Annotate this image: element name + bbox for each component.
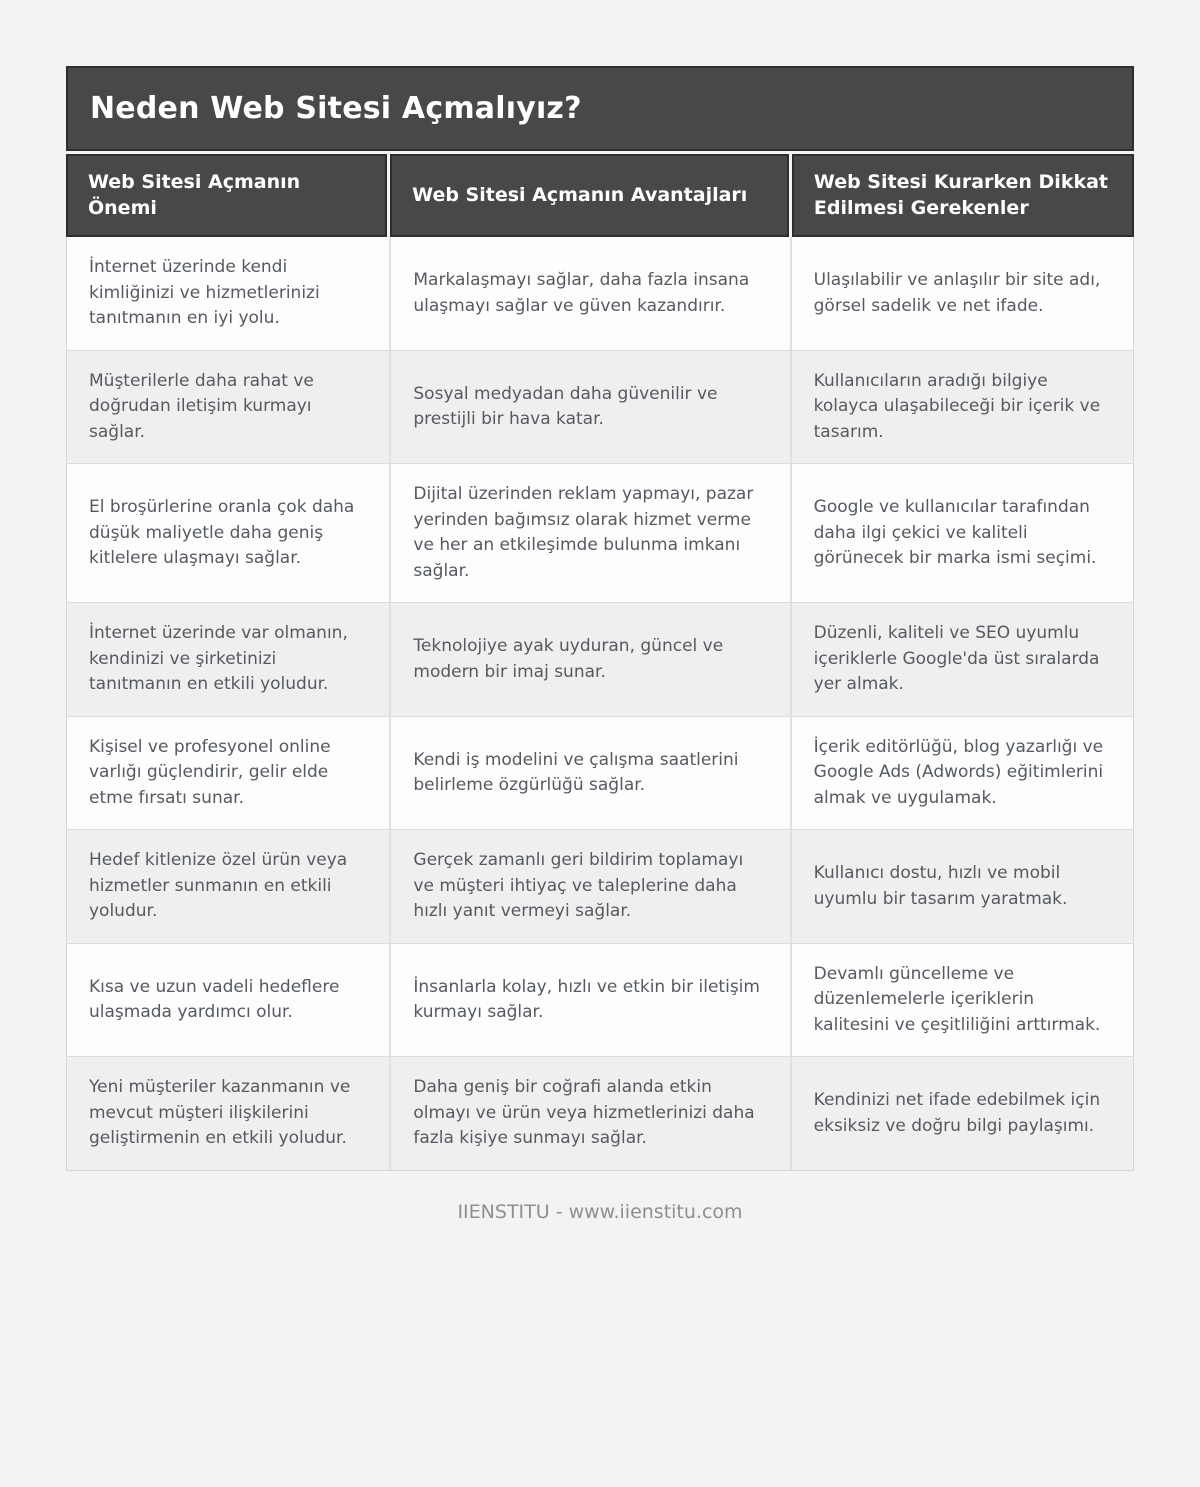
table-cell: Daha geniş bir coğrafi alanda etkin olmayı ve ürün veya hizmetlerinizi daha fazla kişiye sunmayı sağlar.	[389, 1057, 789, 1170]
table-header-row	[66, 154, 1134, 237]
infographic-table	[66, 66, 1134, 1223]
table-body	[66, 237, 1134, 1171]
table-cell: İnsanlarla kolay, hızlı ve etkin bir iletişim kurmayı sağlar.	[389, 944, 789, 1057]
table-cell: Yeni müşteriler kazanmanın ve mevcut müşteri ilişkilerini geliştirmenin en etkili yoludur.	[67, 1057, 389, 1170]
table-row	[67, 1056, 1133, 1170]
table-cell: İçerik editörlüğü, blog yazarlığı ve Google Ads (Adwords) eğitimlerini almak ve uygulamak.	[790, 717, 1133, 830]
table-cell: İnternet üzerinde var olmanın, kendinizi ve şirketinizi tanıtmanın en etkili yoludur.	[67, 603, 389, 716]
table-cell: Devamlı güncelleme ve düzenlemelerle içeriklerin kalitesini ve çeşitliliğini arttırmak.	[790, 944, 1133, 1057]
table-cell: Hedef kitlenize özel ürün veya hizmetler sunmanın en etkili yoludur.	[67, 830, 389, 943]
table-row	[67, 463, 1133, 602]
table-cell: Kısa ve uzun vadeli hedeflere ulaşmada yardımcı olur.	[67, 944, 389, 1057]
table-cell: Teknolojiye ayak uyduran, güncel ve modern bir imaj sunar.	[389, 603, 789, 716]
table-cell: Kendi iş modelini ve çalışma saatlerini belirleme özgürlüğü sağlar.	[389, 717, 789, 830]
table-row	[67, 943, 1133, 1057]
title-band	[66, 66, 1134, 151]
column-header-advantages: Web Sitesi Açmanın Avantajları	[390, 154, 789, 237]
column-header-considerations: Web Sitesi Kurarken Dikkat Edilmesi Gerekenler	[792, 154, 1134, 237]
table-cell: Google ve kullanıcılar tarafından daha ilgi çekici ve kaliteli görünecek bir marka ismi seçimi.	[790, 464, 1133, 602]
table-cell: El broşürlerine oranla çok daha düşük maliyetle daha geniş kitlelere ulaşmayı sağlar.	[67, 464, 389, 602]
table-cell: Kendinizi net ifade edebilmek için eksiksiz ve doğru bilgi paylaşımı.	[790, 1057, 1133, 1170]
table-cell: Gerçek zamanlı geri bildirim toplamayı ve müşteri ihtiyaç ve taleplerine daha hızlı yanıt vermeyi sağlar.	[389, 830, 789, 943]
column-header-importance: Web Sitesi Açmanın Önemi	[66, 154, 387, 237]
table-row	[67, 237, 1133, 350]
table-cell: Ulaşılabilir ve anlaşılır bir site adı, görsel sadelik ve net ifade.	[790, 237, 1133, 350]
table-cell: Markalaşmayı sağlar, daha fazla insana ulaşmayı sağlar ve güven kazandırır.	[389, 237, 789, 350]
table-cell: İnternet üzerinde kendi kimliğinizi ve hizmetlerinizi tanıtmanın en iyi yolu.	[67, 237, 389, 350]
table-cell: Müşterilerle daha rahat ve doğrudan iletişim kurmayı sağlar.	[67, 351, 389, 464]
table-row	[67, 350, 1133, 464]
table-row	[67, 716, 1133, 830]
table-cell: Dijital üzerinden reklam yapmayı, pazar yerinden bağımsız olarak hizmet verme ve her an etkileşimde bulunma imkanı sağlar.	[389, 464, 789, 602]
table-cell: Kullanıcı dostu, hızlı ve mobil uyumlu bir tasarım yaratmak.	[790, 830, 1133, 943]
table-cell: Sosyal medyadan daha güvenilir ve prestijli bir hava katar.	[389, 351, 789, 464]
page-title: Neden Web Sitesi Açmalıyız?	[90, 91, 582, 126]
table-cell: Kişisel ve profesyonel online varlığı güçlendirir, gelir elde etme fırsatı sunar.	[67, 717, 389, 830]
table-cell: Kullanıcıların aradığı bilgiye kolayca ulaşabileceği bir içerik ve tasarım.	[790, 351, 1133, 464]
table-row	[67, 829, 1133, 943]
table-cell: Düzenli, kaliteli ve SEO uyumlu içeriklerle Google'da üst sıralarda yer almak.	[790, 603, 1133, 716]
footer-credit: IIENSTITU - www.iienstitu.com	[457, 1200, 743, 1223]
table-row	[67, 602, 1133, 716]
